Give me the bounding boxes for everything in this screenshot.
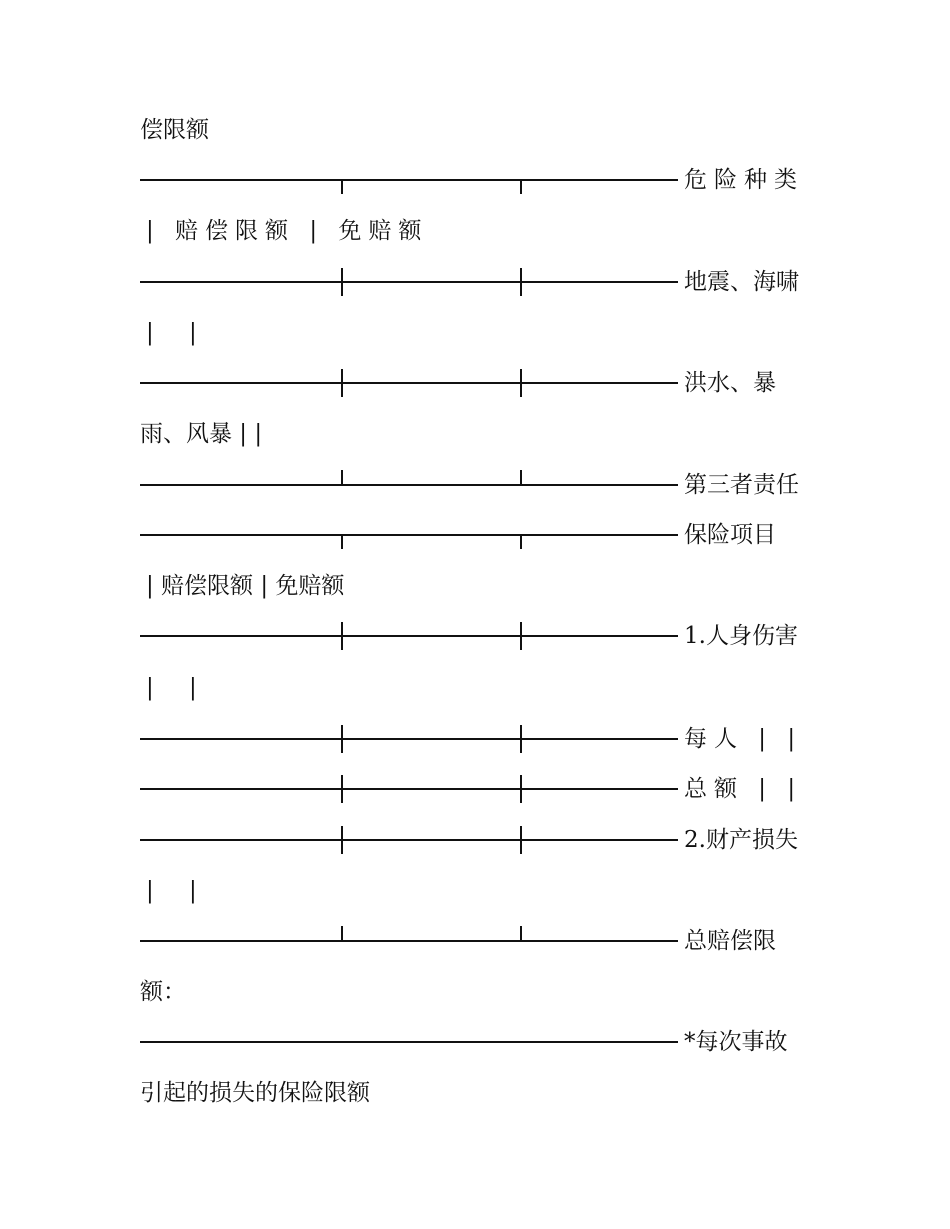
column-tick: [520, 369, 522, 397]
blank-line: [140, 839, 678, 841]
text-line: 保险项目: [684, 522, 776, 548]
text-line: 额：: [140, 979, 186, 1005]
text-line: | 赔偿限额 | 免赔额: [146, 573, 345, 599]
column-tick: [341, 369, 343, 397]
column-tick: [520, 268, 522, 296]
text-line: 第三者责任: [684, 472, 799, 498]
text-line: | |: [146, 675, 211, 701]
blank-line: [140, 1041, 678, 1043]
column-tick: [341, 535, 343, 549]
text-line: | |: [146, 320, 211, 346]
blank-line: [140, 484, 678, 486]
column-tick: [341, 826, 343, 854]
column-tick: [341, 775, 343, 803]
text-line: 地震、海啸: [684, 269, 799, 295]
column-tick: [520, 926, 522, 940]
text-line: 总额 | |: [684, 776, 803, 802]
column-tick: [520, 180, 522, 194]
blank-line: [140, 382, 678, 384]
text-line: 雨、风暴 | |: [140, 421, 263, 447]
text-line: 1.人身伤害: [684, 623, 798, 649]
column-tick: [520, 622, 522, 650]
blank-line: [140, 179, 678, 181]
blank-line: [140, 738, 678, 740]
column-tick: [341, 725, 343, 753]
text-line: | 赔偿限额 | 免赔额: [146, 218, 429, 244]
column-tick: [341, 470, 343, 484]
blank-line: [140, 635, 678, 637]
text-line: | |: [146, 878, 211, 904]
column-tick: [520, 775, 522, 803]
blank-line: [140, 940, 678, 942]
column-tick: [520, 725, 522, 753]
text-line: 引起的损失的保险限额: [140, 1080, 370, 1106]
text-line: 每人 | |: [684, 726, 803, 752]
blank-line: [140, 281, 678, 283]
text-line: 洪水、暴: [684, 370, 776, 396]
column-tick: [520, 470, 522, 484]
column-tick: [341, 180, 343, 194]
text-line: 2.财产损失: [684, 827, 798, 853]
text-line: 偿限额: [140, 117, 209, 143]
text-line: 总赔偿限: [684, 928, 776, 954]
column-tick: [520, 826, 522, 854]
blank-line: [140, 788, 678, 790]
text-line: 危险种类: [684, 167, 804, 193]
column-tick: [341, 926, 343, 940]
blank-line: [140, 534, 678, 536]
column-tick: [341, 268, 343, 296]
column-tick: [341, 622, 343, 650]
column-tick: [520, 535, 522, 549]
text-line: *每次事故: [684, 1029, 788, 1055]
